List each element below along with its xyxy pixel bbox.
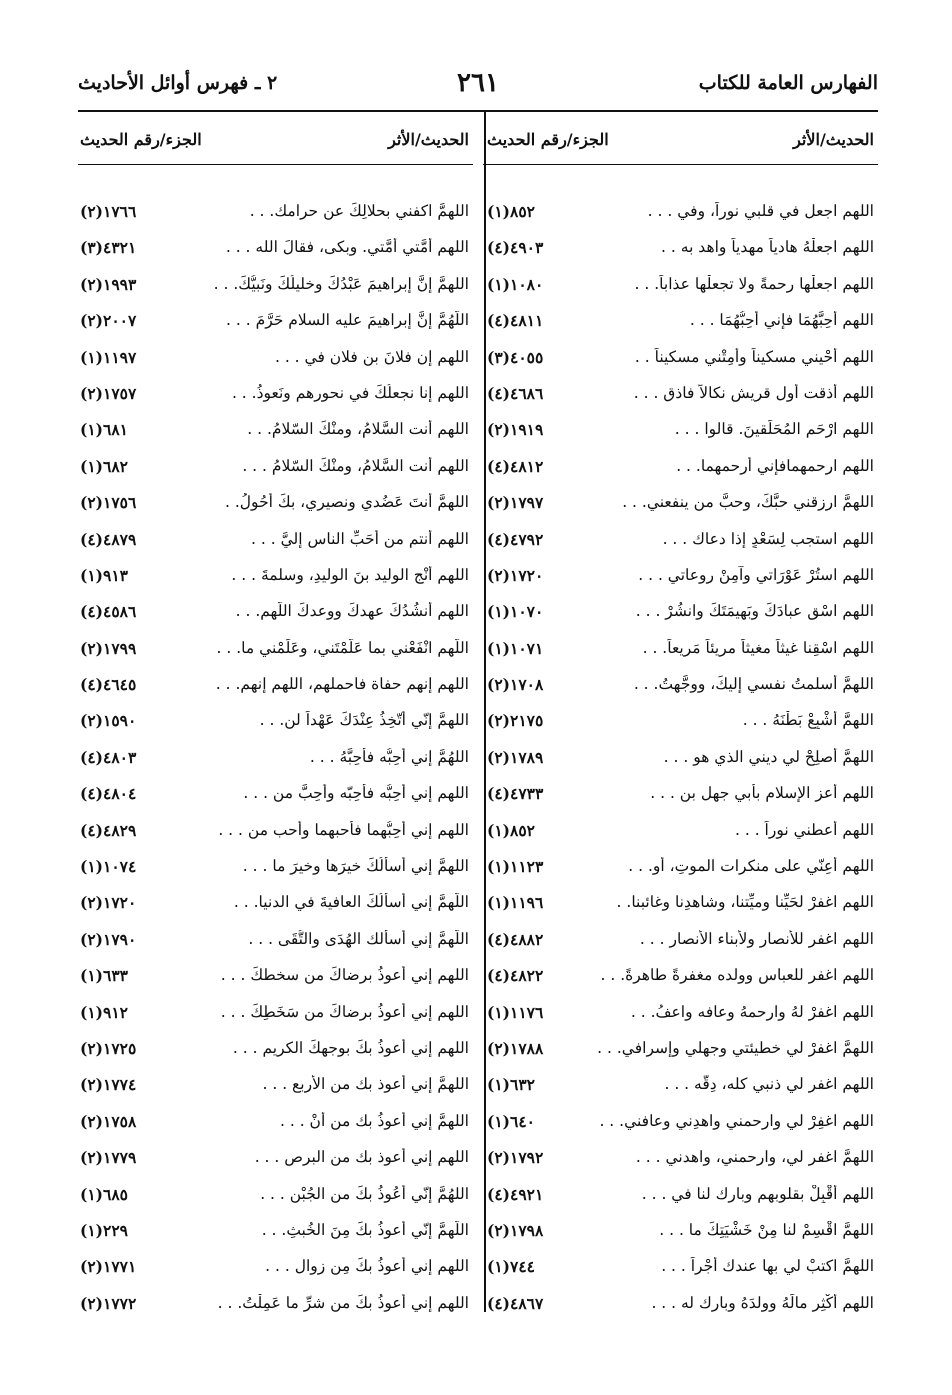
hadith-incipit: اللهم أنتم من أحَبِّ الناس إليَّ . . . (251, 529, 469, 548)
hadith-incipit: اللهم إني أعوذُ بكَ بوجهِكَ الكريم . . . (232, 1038, 469, 1057)
hadith-incipit: اللهم أكْثِرِ مالَهُ وولدَهُ وبارك له . . . (651, 1293, 874, 1312)
hadith-incipit: اللهمَّ إنَّ إبراهيمَ عَبْدُكَ وخليلُكَ ونَبيُّكَ. . . (213, 274, 469, 293)
volume-hadith-number: (١)٦٤٠ (487, 1111, 535, 1131)
index-entry (483, 851, 878, 887)
index-entry (78, 1069, 473, 1105)
hadith-incipit: اللهمَّ أشْبِعْ بَطْنَهُ . . . (742, 711, 874, 730)
volume-hadith-number: (١)٦٨٥ (80, 1184, 128, 1204)
index-entry (78, 778, 473, 814)
hadith-incipit: اللهم أعطني نوراً . . . (734, 820, 874, 839)
index-entry (483, 414, 878, 450)
index-entry (78, 269, 473, 305)
index-entry (78, 1215, 473, 1251)
running-title-left: ٢ ـ فهرس أوائل الأحاديث (78, 72, 278, 94)
index-entry (483, 196, 878, 232)
hadith-incipit: اللّهمَّ إني أسألُكَ العافيةَ في الدنيا. . . (233, 893, 469, 912)
volume-hadith-number: (٢)١٧٩٠ (80, 929, 137, 949)
hadith-incipit: اللهمَّ اقْسِمْ لنا مِنْ خَشْيَتِكَ ما . . . (659, 1220, 874, 1239)
volume-hadith-number: (١)١١٧٦ (487, 1002, 544, 1022)
hadith-incipit: اللهم اغفر لي ذنبي كله، دِقَّه . . . (664, 1075, 874, 1094)
column-header-reference: الجزء/رقم الحديث (80, 130, 202, 149)
index-entry (483, 1033, 878, 1069)
index-entry (483, 778, 878, 814)
index-entry (78, 1106, 473, 1142)
index-entry (483, 560, 878, 596)
right-column (483, 118, 878, 1313)
hadith-incipit: اللهم إن فلانَ بن فلانٍ في . . . (274, 347, 469, 366)
index-entry (483, 1251, 878, 1287)
hadith-incipit: اللّهم انْفَعْني بما عَلَّمْتَني، وعَلِّمْني ما. . . (216, 638, 469, 657)
volume-hadith-number: (١)١٠٧١ (487, 638, 544, 658)
volume-hadith-number: (٤)٤٧٩٢ (487, 529, 544, 549)
index-entry (78, 1251, 473, 1287)
index-entry (78, 669, 473, 705)
volume-hadith-number: (٢)٢١٧٥ (487, 711, 544, 731)
volume-hadith-number: (٣)٤٠٥٥ (487, 347, 544, 367)
hadith-incipit: اللهم أعِنّي على منكرات الموتِ، أو. . . (628, 857, 874, 876)
index-entry (78, 815, 473, 851)
index-entry (78, 342, 473, 378)
index-entry (483, 305, 878, 341)
index-entry (483, 633, 878, 669)
volume-hadith-number: (٢)١٥٩٠ (80, 711, 137, 731)
hadith-incipit: اللهمَّ أنتَ عَضُدي ونصيري، بكَ أحُولُ. . (225, 493, 469, 512)
index-entry (78, 560, 473, 596)
volume-hadith-number: (٤)٤٩٠٣ (487, 238, 544, 258)
index-entry (78, 232, 473, 268)
hadith-incipit: اللهمَّ اكتبْ لي بها عندك أجْراً . . . (661, 1257, 874, 1276)
index-entry (78, 1033, 473, 1069)
hadith-incipit: اللهم أعز الإسلام بأبي جهل بن . . . (650, 784, 874, 803)
hadith-incipit: اللهم اغفِرْ لي وارحمني واهدِني وعافني. . . (599, 1111, 874, 1130)
index-entry (483, 487, 878, 523)
index-entry (483, 1069, 878, 1105)
volume-hadith-number: (٢)١٧٩٢ (487, 1148, 544, 1168)
hadith-incipit: اللهم ارْحَم المُحَلِّقينَ. قالوا . . . (674, 420, 874, 439)
hadith-incipit: اللّهمَّ إنّي أعوذُ بكَ مِنَ الخُبثِ. . . (261, 1220, 469, 1239)
hadith-incipit: اللهم إني أحِبُّهما فأحبهما وأحب من . . . (218, 820, 469, 839)
volume-hadith-number: (٢)١٧٢٠ (80, 893, 137, 913)
column-header-rule (78, 164, 473, 165)
volume-hadith-number: (١)٧٤٤ (487, 1257, 535, 1277)
volume-hadith-number: (٤)٤٨٠٣ (80, 747, 137, 767)
hadith-incipit: اللهم إنهم حفاة فاحملهم، اللهم إنهم. . . (215, 675, 469, 694)
index-entry (483, 596, 878, 632)
volume-hadith-number: (٤)٤٧٣٣ (487, 784, 544, 804)
hadith-incipit: اللهم اسْقِ عبادَكَ وبَهيمَتَكَ وانشُرْ . . . (635, 602, 874, 621)
volume-hadith-number: (٤)٤٨٦٧ (487, 1293, 544, 1313)
hadith-incipit: اللهمَّ أسلمتُ نفسي إليكَ، ووجَّهتُ. . . (633, 675, 874, 694)
hadith-incipit: اللهم أَقْبِلْ بقلوبهم وبارك لنا في . . . (641, 1184, 874, 1203)
volume-hadith-number: (٢)١٧٢٠ (487, 565, 544, 585)
hadith-incipit: اللهم إني أعوذُ بكَ من شرِّ ما عَمِلْتُ. . . (217, 1293, 469, 1312)
page-header (78, 68, 878, 106)
volume-hadith-number: (٢)١٧٥٦ (80, 493, 137, 513)
volume-hadith-number: (٢)١٩١٩ (487, 420, 544, 440)
hadith-incipit: اللهم أحْيني مسكيناً وأَمِتْني مسكيناً . . (634, 347, 874, 366)
volume-hadith-number: (٢)١٧٩٧ (487, 493, 544, 513)
index-entry (78, 596, 473, 632)
index-entry (78, 924, 473, 960)
hadith-incipit: اللهم اجعلْها رحمةً ولا تجعلْها عذاباً. . . (634, 274, 874, 293)
volume-hadith-number: (٤)٤٨١١ (487, 311, 544, 331)
volume-hadith-number: (٤)٤٩٢١ (487, 1184, 544, 1204)
volume-hadith-number: (٤)٤٨٨٢ (487, 929, 544, 949)
hadith-incipit: اللهم استجب لِسَعْدٍ إذا دعاك . . . (662, 529, 874, 548)
volume-hadith-number: (٢)١٧٨٩ (487, 747, 544, 767)
hadith-incipit: اللهم ارحمهمافإني أرحمهما. . . (676, 456, 874, 475)
hadith-incipit: اللهُمَّ إنّي أعُوذُ بكَ من الجُبْنِ . . . (260, 1184, 469, 1203)
hadith-incipit: اللهمَّ اغفرْ لي خطيئتي وجهلي وإسرافي. . . (597, 1038, 874, 1057)
left-entries-list (78, 196, 473, 1324)
volume-hadith-number: (٢)١٧٧٤ (80, 1075, 137, 1095)
index-entry (483, 1215, 878, 1251)
volume-hadith-number: (٢)١٧٩٨ (487, 1220, 544, 1240)
index-entry (78, 1179, 473, 1215)
volume-hadith-number: (١)٦٣٢ (487, 1075, 535, 1095)
hadith-incipit: اللهم أُمَّتي أُمَّتي. وبكى، فقالَ الله . . . (225, 238, 469, 257)
volume-hadith-number: (٢)١٧٨٨ (487, 1038, 544, 1058)
left-column (78, 118, 473, 1313)
hadith-incipit: اللهم أنت السَّلامُ، ومنْكَ السّلامُ . . . (242, 456, 469, 475)
volume-hadith-number: (٢)١٧٧٢ (80, 1293, 137, 1313)
volume-hadith-number: (٢)١٧٠٨ (487, 675, 544, 695)
volume-hadith-number: (٢)١٧٧٩ (80, 1148, 137, 1168)
hadith-incipit: اللهم إني أعوذ بك من البرص . . . (254, 1148, 469, 1167)
volume-hadith-number: (٤)٤٦٤٥ (80, 675, 137, 695)
hadith-incipit: اللهُمَّ إني أُحِبُّه فأحِبَّهُ . . . (309, 747, 469, 766)
index-entry (483, 342, 878, 378)
index-entry (483, 815, 878, 851)
page-number: ٢٦١ (457, 68, 499, 98)
right-column-header (483, 118, 878, 164)
hadith-incipit: اللهمَّ ارزقني حبَّكَ، وحبَّ من ينفعني. . . (622, 493, 874, 512)
volume-hadith-number: (١)٩١٢ (80, 1002, 128, 1022)
hadith-incipit: اللهمَّ اكفني بحلالِكَ عن حرامك. . . (249, 202, 469, 220)
hadith-incipit: اللهم إني أعوذُ برضاكَ من سَخَطِكَ . . . (220, 1002, 469, 1021)
index-entry (78, 305, 473, 341)
index-entry (483, 451, 878, 487)
volume-hadith-number: (١)١٠٨٠ (487, 274, 544, 294)
volume-hadith-number: (٢)١٧٥٨ (80, 1111, 137, 1131)
volume-hadith-number: (١)١١٩٧ (80, 347, 137, 367)
volume-hadith-number: (١)٨٥٢ (487, 202, 535, 221)
index-entry (78, 196, 473, 232)
hadith-incipit: اللهمَّ إني أعوذ بك من الأربع . . . (262, 1075, 469, 1094)
volume-hadith-number: (٤)٤٨٢٢ (487, 966, 544, 986)
hadith-incipit: اللهم اغفرْ لهُ وارحمهُ وعافه واعفُ. . . (630, 1002, 874, 1021)
index-entry (483, 1179, 878, 1215)
hadith-incipit: اللهم اجعل في قلبي نوراً، وفي . . . (647, 202, 874, 220)
hadith-incipit: اللهم إني أعوذُ برضاكَ من سخطكَ . . . (220, 966, 469, 985)
hadith-incipit: اللهم اغفر للعباس وولده مغفرةً طاهرةً. . . (600, 966, 874, 985)
volume-hadith-number: (٢)١٧٥٧ (80, 383, 137, 403)
volume-hadith-number: (٤)٤٦٨٦ (487, 383, 544, 403)
volume-hadith-number: (١)٩١٣ (80, 565, 128, 585)
volume-hadith-number: (٤)٤٨١٢ (487, 456, 544, 476)
index-entry (483, 378, 878, 414)
column-header-reference: الجزء/رقم الحديث (487, 130, 609, 149)
right-entries-list (483, 196, 878, 1324)
hadith-incipit: اللهم أحِبَّهُمَا فإني أُحِبُّهُمَا . . . (689, 311, 874, 330)
volume-hadith-number: (١)١٠٧٤ (80, 857, 137, 877)
index-entry (78, 524, 473, 560)
hadith-incipit: اللّهمَّ إني أسألك الهُدَى والتُّقَى . . . (248, 929, 469, 948)
volume-hadith-number: (٢)١٩٩٣ (80, 274, 137, 294)
volume-hadith-number: (١)٢٢٩ (80, 1220, 128, 1240)
volume-hadith-number: (١)١١٢٣ (487, 857, 544, 877)
index-entry (483, 669, 878, 705)
hadith-incipit: اللهمَّ إني أعوذُ بك من أنْ . . . (280, 1111, 469, 1130)
index-entry (78, 997, 473, 1033)
index-entry (78, 705, 473, 741)
index-entry (483, 705, 878, 741)
volume-hadith-number: (٢)١٧٢٥ (80, 1038, 137, 1058)
index-entry (78, 887, 473, 923)
index-entry (78, 414, 473, 450)
volume-hadith-number: (١)١٠٧٠ (487, 602, 544, 622)
hadith-incipit: اللهمَّ أصلِحْ لي ديني الذي هو . . . (663, 747, 874, 766)
volume-hadith-number: (١)٦٨٢ (80, 456, 128, 476)
column-header-hadith: الحديث/الأثر (793, 130, 874, 149)
index-entry (483, 924, 878, 960)
volume-hadith-number: (١)٨٥٢ (487, 820, 535, 840)
hadith-incipit: اللهم إني أعوذُ بكَ مِن زوال . . . (265, 1257, 469, 1276)
column-header-rule (483, 164, 878, 165)
volume-hadith-number: (٤)٤٥٨٦ (80, 602, 137, 622)
index-entry (78, 633, 473, 669)
index-entry (78, 487, 473, 523)
volume-hadith-number: (١)١١٩٦ (487, 893, 544, 913)
hadith-incipit: اللهمَّ إنّي أتّخِذُ عِنْدَكَ عَهْداً لن. . . (259, 711, 469, 730)
index-entry (78, 742, 473, 778)
index-entry (483, 887, 878, 923)
index-entry (483, 742, 878, 778)
index-entry (483, 960, 878, 996)
volume-hadith-number: (٢)٢٠٠٧ (80, 311, 137, 331)
index-entry (78, 451, 473, 487)
hadith-incipit: اللهم إني أحِبُّه فأحِبّه وأحِبَّ من . . . (243, 784, 469, 803)
column-header-hadith: الحديث/الأثر (388, 130, 469, 149)
index-entry (78, 851, 473, 887)
hadith-incipit: اللهم إنا نجعلُكَ في نحورِهم ونَعوذُ. . . (231, 383, 469, 402)
index-entry (78, 960, 473, 996)
volume-hadith-number: (٣)٤٣٢١ (80, 238, 137, 258)
hadith-incipit: اللهم أنشُدُكَ عهدكَ ووعدكَ اللّهم. . . (235, 602, 469, 621)
left-column-header (78, 118, 473, 164)
volume-hadith-number: (٢)١٧٧١ (80, 1257, 137, 1277)
hadith-incipit: اللهم أنْجِ الوليد بنَ الوليدِ، وسلمةَ . . . (231, 565, 469, 584)
hadith-incipit: اللهم استُرْ عَوْرَاتي وآمِنْ روعاتي . . . (638, 565, 874, 584)
index-entry (78, 1142, 473, 1178)
hadith-incipit: اللهم اغفرْ لحَيِّنا وميِّتنا، وشاهدِنا وغائبنا. . (616, 893, 874, 912)
index-entry (78, 378, 473, 414)
hadith-incipit: اللهم أذقت أول قريشٍ نكالاً فاذق . . . (633, 383, 874, 402)
index-entry (78, 1288, 473, 1324)
header-rule (78, 110, 878, 112)
index-entry (483, 1142, 878, 1178)
volume-hadith-number: (٤)٤٨٠٤ (80, 784, 137, 804)
volume-hadith-number: (١)٦٣٣ (80, 966, 128, 986)
hadith-incipit: اللهم اجعلْهُ هادياً مهدياً واهد به . . (661, 238, 874, 257)
index-entry (483, 232, 878, 268)
index-entry (483, 1106, 878, 1142)
hadith-incipit: اللهم اسْقِنا غيثاً مغيثاً مريئاً مَريعاً. . . (642, 638, 874, 657)
hadith-incipit: اللهمَّ إني أسألُكَ خيرَها وخيرَ ما . . . (242, 857, 469, 876)
hadith-incipit: اللهم اغفر للأنصار ولأبناء الأنصار . . . (639, 929, 874, 948)
hadith-incipit: اللّهُمَّ إنَّ إبراهيمَ عليه السلام حَرَّمَ . . . (226, 311, 469, 330)
hadith-incipit: اللهم أنت السَّلامُ، ومنْكَ السّلامُ. . . (247, 420, 469, 439)
index-entry (483, 1288, 878, 1324)
index-entry (483, 997, 878, 1033)
volume-hadith-number: (٤)٤٨٢٩ (80, 820, 137, 840)
index-entry (483, 524, 878, 560)
volume-hadith-number: (١)٦٨١ (80, 420, 128, 440)
volume-hadith-number: (٢)١٧٩٩ (80, 638, 137, 658)
volume-hadith-number: (٢)١٧٦٦ (80, 202, 137, 221)
volume-hadith-number: (٤)٤٨٧٩ (80, 529, 137, 549)
index-entry (483, 269, 878, 305)
hadith-incipit: اللهمَّ اغفر لي، وارحمني، واهدني . . . (635, 1148, 874, 1167)
running-title-right: الفهارس العامة للكتاب (698, 72, 878, 94)
